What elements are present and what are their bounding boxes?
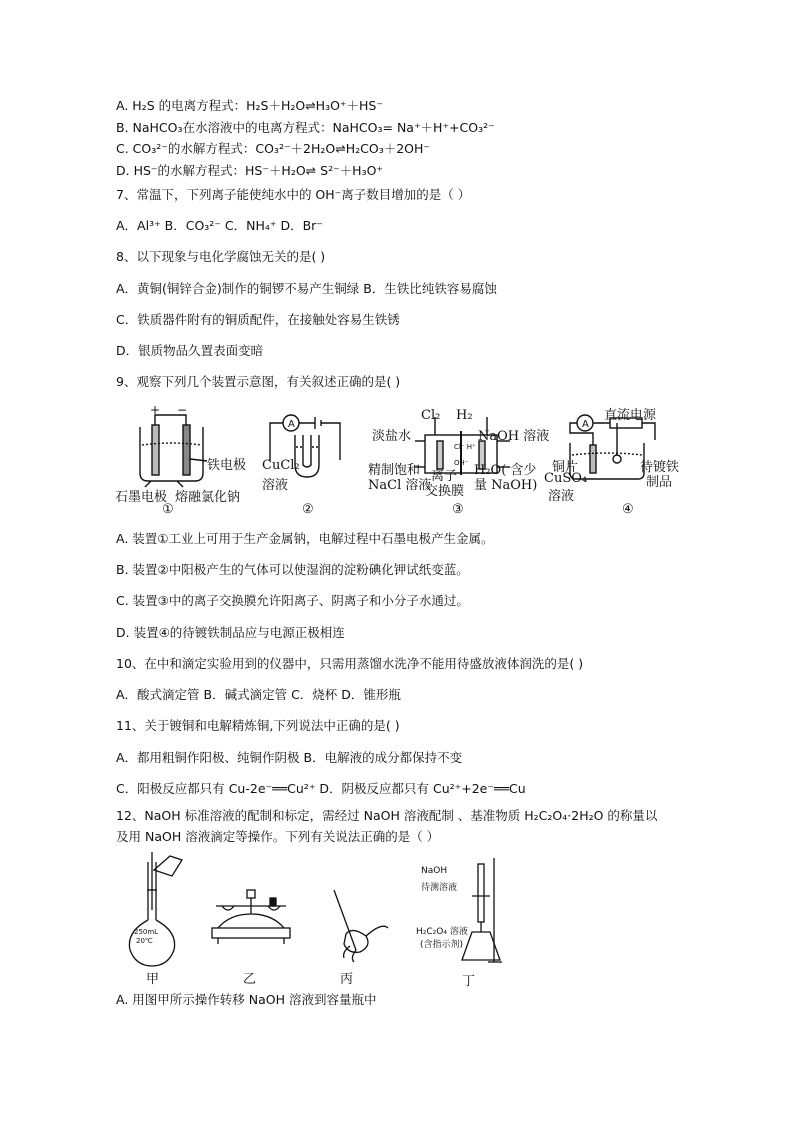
- d4-copper-label: 铜片: [552, 460, 579, 475]
- bing-hand: [334, 890, 388, 962]
- q12-apparatus-figure: [120, 850, 520, 980]
- d2-solution-label-2: 溶液: [262, 478, 289, 493]
- q12-option-a: A. 用图甲所示操作转移 NaOH 溶液到容量瓶中: [116, 992, 377, 1007]
- naoh-label: NaOH: [421, 866, 448, 876]
- d3-number: ③: [452, 502, 464, 517]
- d2-solution-label: CuCl₂: [262, 458, 300, 473]
- d1-graphite-electrode: [152, 425, 159, 475]
- q12-stem-2: 及用 NaOH 溶液滴定等操作。下列有关说法正确的是（ ）: [116, 829, 440, 844]
- d4-number: ④: [622, 502, 634, 517]
- q8-stem: 8、以下现象与电化学腐蚀无关的是( ): [116, 249, 326, 264]
- svg-text:+: +: [150, 405, 161, 417]
- q6-option-a: A. H₂S 的电离方程式：H₂S＋H₂O⇌H₃O⁺＋HS⁻: [116, 98, 383, 113]
- q8-option-c: C．铁质器件附有的铜质配件，在接触处容易生铁锈: [116, 312, 400, 327]
- d4-power-label: 直流电源: [604, 408, 657, 423]
- flask-volume-label: 250mL: [134, 928, 159, 936]
- d3-water-label-2: 量 NaOH): [474, 478, 538, 493]
- q7-options: A．Al³⁺ B．CO₃²⁻ C．NH₄⁺ D．Br⁻: [116, 218, 323, 233]
- d3-naoh-label: NaOH 溶液: [478, 429, 550, 444]
- svg-text:Cl⁻ H⁺: Cl⁻ H⁺: [454, 443, 476, 451]
- q10-options: A．酸式滴定管 B．碱式滴定管 C．烧杯 D．锥形瓶: [116, 687, 401, 702]
- d1-graphite-label: 石墨电极: [115, 490, 168, 505]
- d1-iron-electrode: [183, 425, 190, 475]
- q9-option-b: B. 装置②中阳极产生的气体可以使湿润的淀粉碘化钾试纸变蓝。: [116, 562, 469, 577]
- d4-solution-label: 溶液: [548, 489, 575, 504]
- caption-bing: 丙: [340, 972, 354, 987]
- q11-option-ab: A．都用粗铜作阳极、纯铜作阴极 B．电解液的成分都保持不变: [116, 750, 463, 765]
- q9-stem: 9、观察下列几个装置示意图，有关叙述正确的是( ): [116, 374, 401, 389]
- q6-option-c: C. CO₃²⁻的水解方程式：CO₃²⁻＋2H₂O⇌H₂CO₃＋2OH⁻: [116, 141, 431, 156]
- d2-number: ②: [302, 502, 314, 517]
- d4-object-label: 待镀铁: [640, 460, 680, 475]
- d3-nacl-label: NaCl 溶液: [368, 478, 432, 493]
- yi-balance: [212, 890, 290, 944]
- d1-vessel: [140, 427, 203, 481]
- caption-ding: 丁: [462, 974, 476, 989]
- flask-temp-label: 20℃: [136, 937, 153, 945]
- oxalic-acid-label: H₂C₂O₄ 溶液: [416, 927, 468, 937]
- ding-burette: [462, 858, 502, 962]
- d4-copper-plate: [590, 445, 596, 473]
- q11-option-cd: C．阳极反应都只有 Cu-2e⁻══Cu²⁺ D．阴极反应都只有 Cu²⁺+2e⁻══Cu: [116, 781, 526, 796]
- d3-water-label: H₂O( 含少: [474, 463, 537, 478]
- q11-stem: 11、关于镀铜和电解精炼铜,下列说法中正确的是( ): [116, 718, 400, 733]
- d2-ammeter-label: A: [288, 419, 295, 430]
- q8-option-d: D．银质物品久置表面变暗: [116, 343, 264, 358]
- q12-stem: 12、NaOH 标准溶液的配制和标定，需经过 NaOH 溶液配制 、基准物质 H₂C₂O₄·2H₂O 的称量以: [116, 808, 658, 823]
- d1-iron-label: 铁电极: [207, 458, 247, 473]
- q10-stem: 10、在中和滴定实验用到的仪器中，只需用蒸馏水洗净不能用待盛放液体润洗的是( ): [116, 656, 584, 671]
- svg-text:−: −: [177, 405, 188, 417]
- d3-saturated-label: 精制饱和: [368, 463, 421, 478]
- d4-cuso4-label: CuSO₄: [544, 471, 588, 486]
- q6-option-d: D. HS⁻的水解方程式：HS⁻＋H₂O⇌ S²⁻＋H₃O⁺: [116, 163, 384, 178]
- d1-number: ①: [162, 502, 174, 517]
- q7-stem: 7、常温下，下列离子能使纯水中的 OH⁻离子数目增加的是（ ）: [116, 187, 471, 202]
- q8-option-ab: A．黄铜(铜锌合金)制作的铜锣不易产生铜绿 B．生铁比纯铁容易腐蚀: [116, 281, 497, 296]
- q9-option-c: C. 装置③中的离子交换膜允许阳离子、阴离子和小分子水通过。: [116, 593, 469, 608]
- d3-h2-label: H₂: [456, 408, 473, 423]
- d4-object-label-2: 制品: [646, 475, 673, 490]
- d4-ammeter-label: A: [582, 419, 589, 430]
- caption-jia: 甲: [146, 972, 160, 987]
- d3-membrane-label-2: 交换膜: [425, 484, 465, 499]
- svg-text:OH⁻: OH⁻: [454, 459, 469, 467]
- jia-flask: [129, 852, 182, 966]
- naoh-label-2: 待测溶液: [421, 883, 458, 893]
- d4-iron-object: [613, 455, 621, 463]
- d3-membrane-label: 离子: [431, 469, 458, 484]
- d3-dilute-brine-label: 淡盐水: [372, 429, 412, 444]
- q12-apparatus-drawing: [120, 850, 520, 980]
- d3-cl2-label: Cl₂: [421, 408, 441, 423]
- q9-option-d: D. 装置④的待镀铁制品应与电源正极相连: [116, 625, 345, 640]
- indicator-label: (含指示剂): [420, 940, 464, 950]
- q6-option-b: B. NaHCO₃在水溶液中的电离方程式：NaHCO₃= Na⁺＋H⁺+CO₃²⁻: [116, 120, 495, 135]
- d1-melt-label: 熔融氯化钠: [175, 490, 241, 505]
- q9-option-a: A. 装置①工业上可用于生产金属钠，电解过程中石墨电极产生金属。: [116, 531, 494, 546]
- caption-yi: 乙: [243, 972, 257, 987]
